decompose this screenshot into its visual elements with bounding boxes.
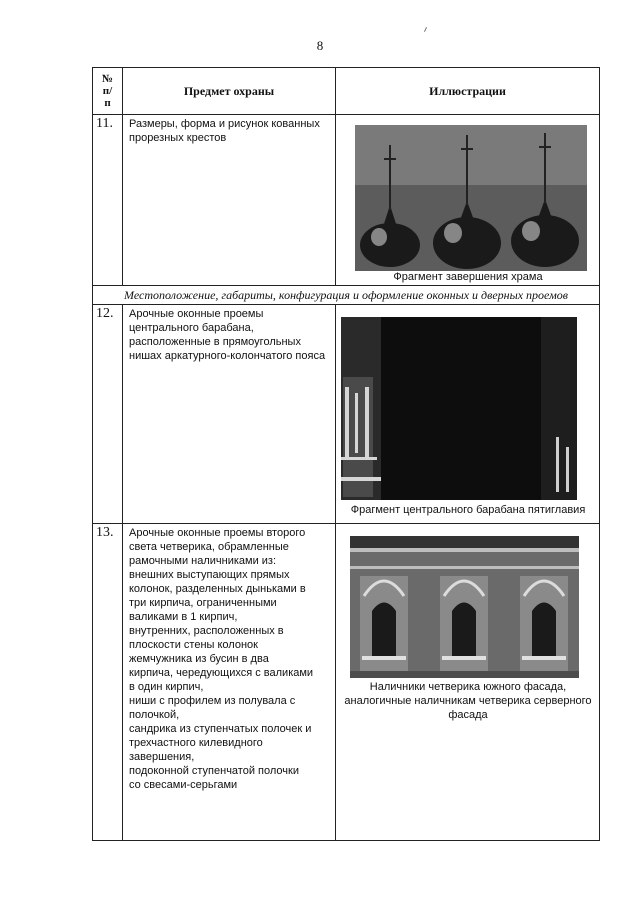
table-row [93,115,600,286]
header-subject: Предмет охраны [123,68,336,115]
row-number: 12. [93,305,123,524]
text-line: валиками в 1 кирпич, [129,611,238,623]
drum-photo [341,317,577,500]
domes-photo [355,125,587,271]
text-line: внешних выступающих прямых [129,569,290,581]
text-line: внутренних, расположенных в [129,625,284,637]
section-title: Местоположение, габариты, конфигурация и оформление оконных и дверных проемов [93,286,600,305]
row-subject: Размеры, форма и рисунок кованных прорезных крестов [123,115,336,286]
section-row [93,286,600,305]
text-line: плоскости стены колонок [129,639,258,651]
scan-mark [424,27,427,32]
text-line: со свесами-серьгами [129,779,238,791]
page-number: 8 [316,38,324,53]
text-line: полочкой, [129,709,180,721]
text-line: трехчастного килевидного [129,737,263,749]
text-line: три кирпича, ограниченными [129,597,277,609]
header-num: № п/ п [93,68,123,115]
illustration-caption: Наличники четверика южного фасада, аналогичные наличникам четверика серверного фасада [344,681,592,721]
protection-table [92,67,600,841]
text-line: колонок, разделенных дыньками в [129,583,306,595]
window-frames-photo [350,536,579,678]
text-line: в один кирпич, [129,681,204,693]
row-illustration [336,524,600,841]
table-row [93,524,600,841]
text-line: кирпича, чередующихся с валиками [129,667,314,679]
text-line: рамочными наличниками из: [129,555,277,567]
row-subject: Арочные оконные проемы центрального барабана, расположенные в прямоугольных нишах аркатурного-колончатого пояса [123,305,336,524]
text-line: завершения, [129,751,195,763]
header-illustrations: Иллюстрации [336,68,600,115]
text-line: Арочные оконные проемы второго [129,527,306,539]
table-header-row [93,68,600,115]
illustration-caption: Фрагмент завершения храма [393,271,543,283]
text-line: жемчужника из бусин в два [129,653,269,665]
table-row [93,305,600,524]
text-line: сандрика из ступенчатых полочек и [129,723,312,735]
row-number: 13. [93,524,123,841]
row-illustration [336,115,600,286]
row-subject [123,524,336,841]
illustration-caption: Фрагмент центрального барабана пятиглавия [350,504,586,516]
row-illustration [336,305,600,524]
text-line: подоконной ступенчатой полочки [129,765,299,777]
text-line: ниши с профилем из полувала с [129,695,296,707]
row-number: 11. [93,115,123,286]
text-line: света четверика, обрамленные [129,541,289,553]
